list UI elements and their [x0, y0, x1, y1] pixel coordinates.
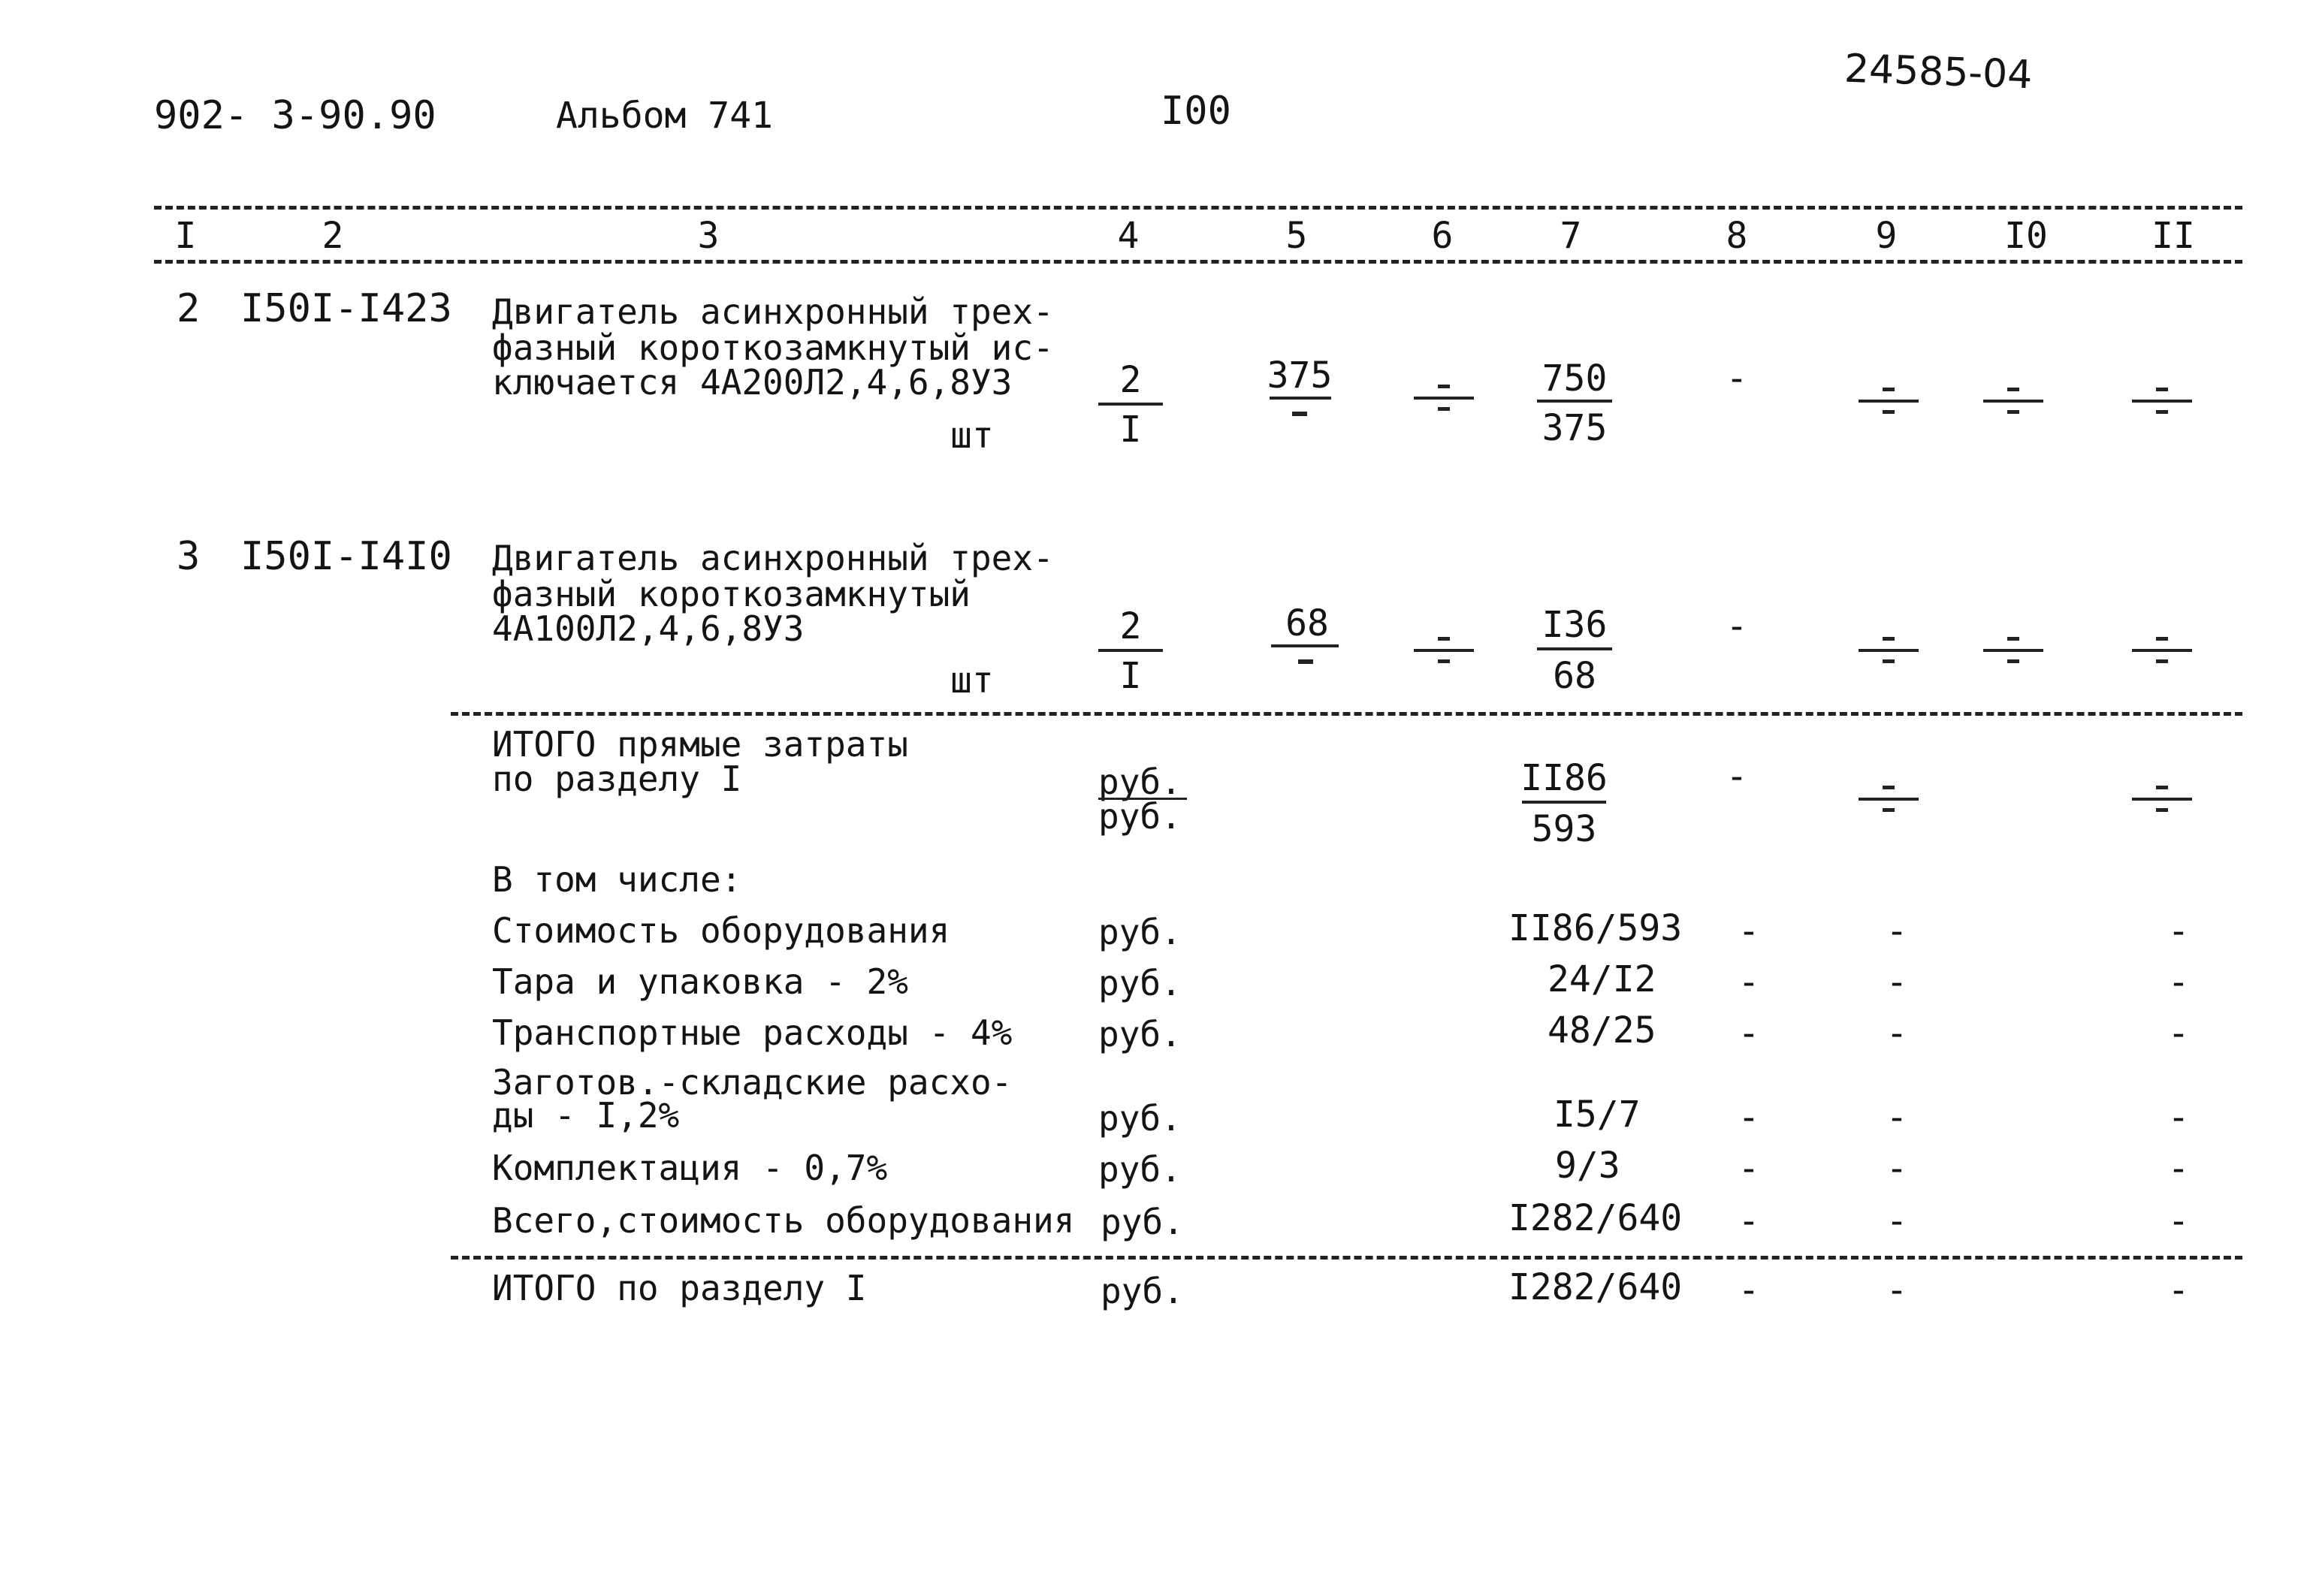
row-number: 2 — [177, 286, 201, 331]
unit-price: 68 — [1285, 602, 1329, 644]
fraction-bar — [1522, 801, 1606, 804]
col11-dash: - — [2167, 1148, 2190, 1190]
column-header-9: 9 — [1875, 215, 1898, 257]
col9-dash: - — [1886, 1148, 1908, 1190]
breakdown-unit: руб. — [1098, 1149, 1182, 1190]
breakdown-label: Стоимость оборудования — [492, 910, 950, 951]
fraction-placeholder — [2132, 635, 2192, 665]
column-header-1: I — [174, 215, 197, 257]
unit-denominator: руб. — [1098, 796, 1182, 837]
row-name-line: Двигатель асинхронный трех- — [492, 538, 1054, 578]
breakdown-unit: руб. — [1098, 963, 1182, 1003]
col9-dash: - — [1886, 910, 1908, 952]
breakdown-value: I282/640 — [1508, 1197, 1683, 1239]
total-fraction — [1537, 359, 1612, 457]
quantity-fraction — [1098, 361, 1163, 451]
quantity-denominator: I — [1119, 409, 1142, 451]
price-dash — [1292, 412, 1307, 416]
col11-dash: - — [2167, 1200, 2190, 1242]
col8-dash: - — [1738, 1148, 1760, 1190]
subtotal-label: по разделу I — [492, 759, 742, 799]
total-denominator: 68 — [1553, 655, 1596, 697]
total-numerator: I36 — [1542, 604, 1608, 646]
column-header-7: 7 — [1560, 215, 1582, 257]
col9-dash: - — [1886, 1200, 1908, 1242]
subtotal-label: ИТОГО прямые затраты — [492, 724, 908, 765]
col8-dash: - — [1726, 756, 1748, 798]
total-numerator: 750 — [1542, 358, 1608, 400]
col8-dash: - — [1738, 1012, 1760, 1054]
row-unit: шт — [950, 415, 994, 457]
total-denominator: 375 — [1542, 407, 1608, 449]
row-name-line: Двигатель асинхронный трех- — [492, 291, 1054, 332]
breakdown-label: Заготов.-складские расхо- — [492, 1062, 1013, 1103]
column-header-10: I0 — [2004, 215, 2048, 257]
section-divider — [451, 1256, 2242, 1260]
fraction-placeholder — [1414, 635, 1474, 665]
col11-dash: - — [2167, 1012, 2190, 1054]
total-numerator: II86 — [1520, 757, 1608, 799]
unit-numerator: руб. — [1098, 762, 1182, 802]
page-number: I00 — [1161, 89, 1231, 134]
col11-dash: - — [2167, 1097, 2190, 1139]
subtotal-fraction — [1522, 759, 1606, 856]
fraction-placeholder — [2132, 784, 2192, 814]
total-label: ИТОГО по разделу I — [492, 1268, 867, 1308]
quantity-numerator: 2 — [1119, 605, 1142, 647]
breakdown-heading: В том числе: — [492, 859, 742, 900]
document-code: 902- 3-90.90 — [154, 93, 436, 138]
col11-dash: - — [2167, 910, 2190, 952]
col8-dash: - — [1726, 605, 1748, 647]
breakdown-value: 48/25 — [1548, 1009, 1656, 1051]
quantity-numerator: 2 — [1119, 359, 1142, 401]
row-name-line: ключается 4А200Л2,4,6,8У3 — [492, 362, 1013, 403]
col8-dash: - — [1738, 1200, 1760, 1242]
fraction-bar — [1098, 403, 1163, 406]
fraction-bar — [1098, 649, 1163, 652]
total-fraction — [1537, 605, 1612, 703]
header-top-rule — [154, 206, 2242, 210]
breakdown-unit: руб. — [1098, 1014, 1182, 1054]
sheet-number: 24585-04 — [1843, 46, 2034, 98]
row-number: 3 — [177, 534, 201, 579]
row-name-line: фазный короткозамкнутый ис- — [492, 327, 1054, 368]
breakdown-unit: руб. — [1101, 1202, 1184, 1242]
price-underline — [1271, 644, 1339, 647]
col11-dash: - — [2167, 961, 2190, 1003]
fraction-placeholder — [1983, 635, 2043, 665]
total-denominator: 593 — [1531, 808, 1597, 850]
section-divider — [451, 712, 2242, 716]
fraction-placeholder — [2132, 386, 2192, 416]
price-dash — [1298, 659, 1313, 664]
unit-price: 375 — [1267, 354, 1333, 397]
col8-dash: - — [1738, 1097, 1760, 1139]
col8-dash: - — [1726, 358, 1748, 400]
column-header-5: 5 — [1285, 215, 1308, 257]
quantity-fraction — [1098, 607, 1163, 697]
col8-dash: - — [1738, 1269, 1760, 1311]
col9-dash: - — [1886, 1269, 1908, 1311]
breakdown-label: Всего,стоимость оборудования — [492, 1200, 1075, 1241]
col8-dash: - — [1738, 961, 1760, 1003]
row-code: I50I-I4I0 — [240, 534, 452, 579]
total-value: I282/640 — [1508, 1266, 1683, 1308]
fraction-bar — [1537, 647, 1612, 650]
col9-dash: - — [1886, 961, 1908, 1003]
row-code: I50I-I423 — [240, 286, 452, 331]
col8-dash: - — [1738, 910, 1760, 952]
price-underline — [1270, 397, 1331, 400]
breakdown-label-continued: ды - I,2% — [492, 1095, 680, 1136]
col9-dash: - — [1886, 1012, 1908, 1054]
breakdown-label: Транспортные расходы - 4% — [492, 1012, 1013, 1053]
row-unit: шт — [950, 659, 994, 701]
breakdown-label: Комплектация - 0,7% — [492, 1148, 888, 1188]
col11-dash: - — [2167, 1269, 2190, 1311]
breakdown-value: I5/7 — [1554, 1094, 1641, 1136]
quantity-denominator: I — [1119, 655, 1142, 697]
fraction-placeholder — [1859, 386, 1919, 416]
row-name-line: фазный короткозамкнутый — [492, 574, 971, 614]
column-header-3: 3 — [697, 215, 720, 257]
breakdown-value: II86/593 — [1508, 907, 1683, 949]
album-label: Альбом 741 — [556, 95, 773, 137]
breakdown-value: 24/I2 — [1548, 958, 1656, 1000]
column-header-6: 6 — [1431, 215, 1454, 257]
column-header-4: 4 — [1117, 215, 1140, 257]
breakdown-value: 9/3 — [1555, 1145, 1620, 1187]
column-header-8: 8 — [1726, 215, 1748, 257]
fraction-placeholder — [1859, 784, 1919, 814]
fraction-placeholder — [1859, 635, 1919, 665]
row-name-line: 4А100Л2,4,6,8У3 — [492, 608, 805, 649]
breakdown-unit: руб. — [1098, 912, 1182, 952]
header-bottom-rule — [154, 260, 2242, 264]
breakdown-label: Тара и упаковка - 2% — [492, 961, 908, 1002]
column-header-11: II — [2151, 215, 2195, 257]
column-header-2: 2 — [322, 215, 344, 257]
fraction-placeholder — [1983, 386, 2043, 416]
fraction-bar — [1537, 400, 1612, 403]
total-unit: руб. — [1101, 1271, 1184, 1311]
breakdown-unit: руб. — [1098, 1098, 1182, 1139]
fraction-placeholder — [1414, 383, 1474, 413]
col9-dash: - — [1886, 1097, 1908, 1139]
